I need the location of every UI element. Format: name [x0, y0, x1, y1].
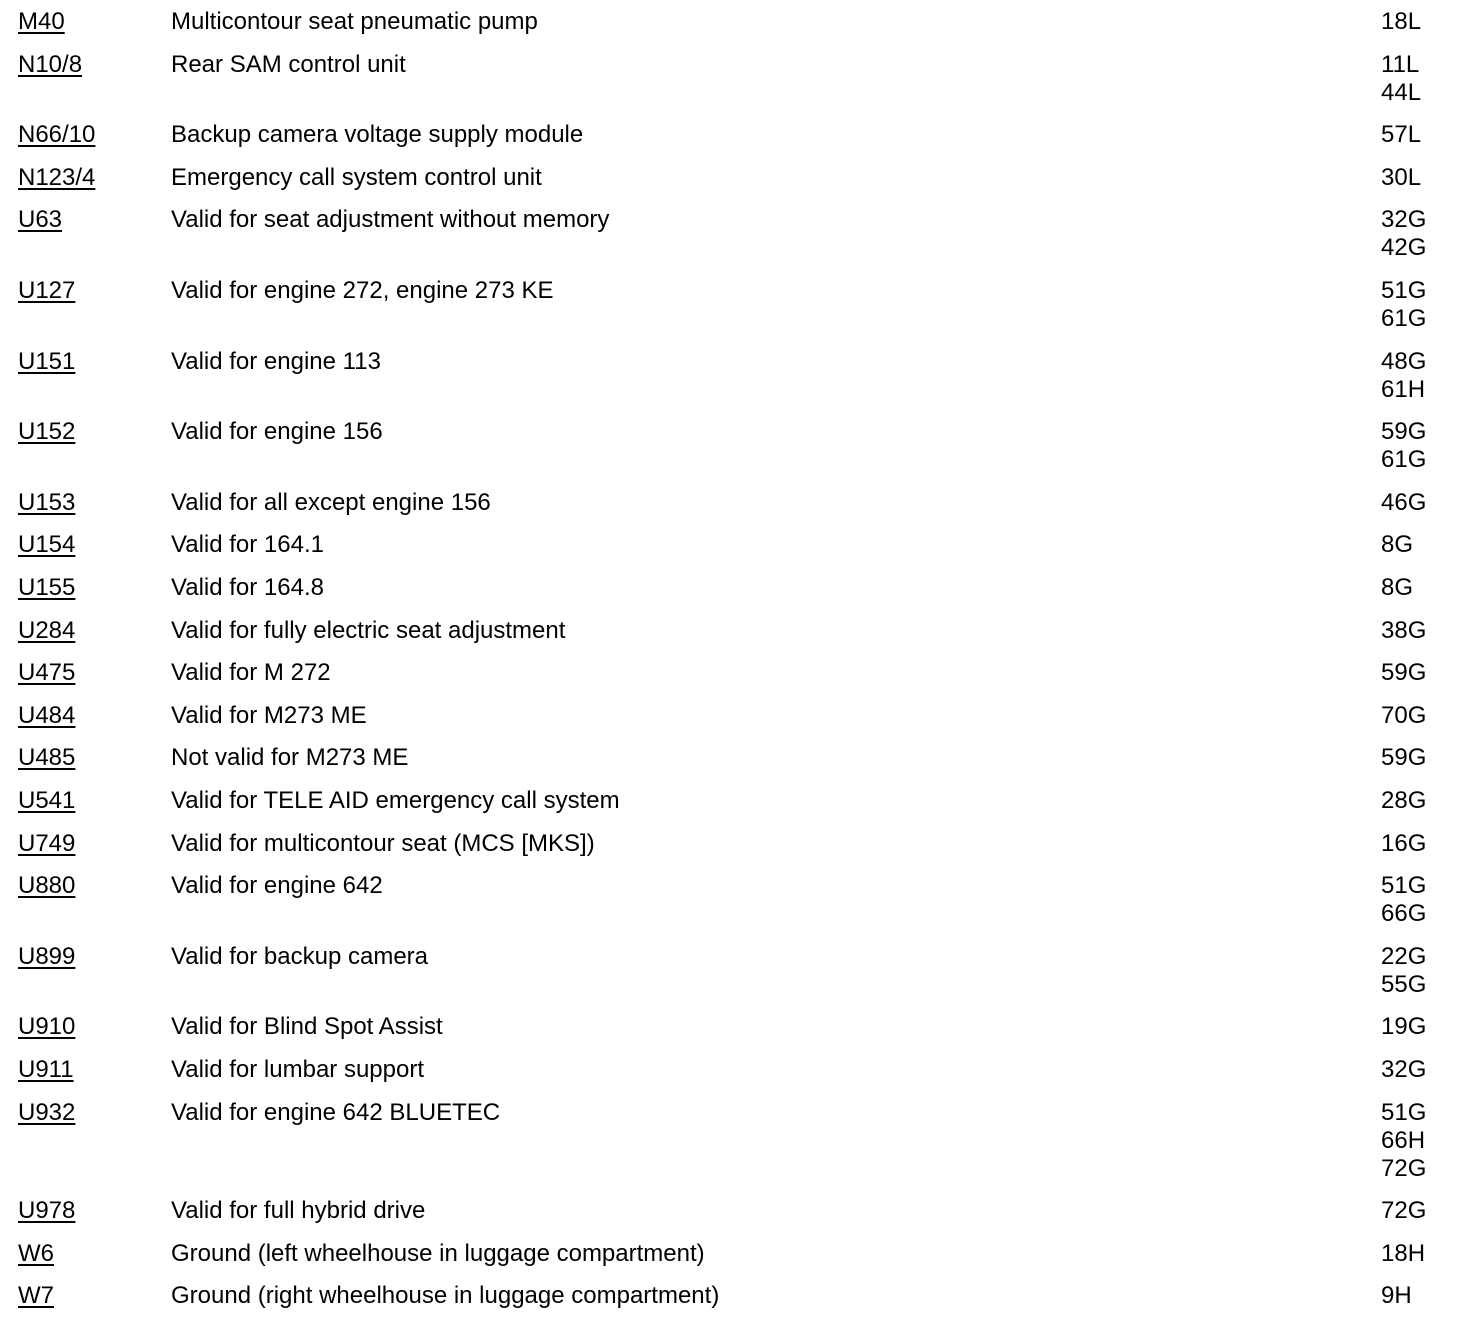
component-code-link[interactable]: U154 — [18, 531, 76, 559]
grid-location: 51G — [1381, 1098, 1427, 1126]
component-code-link[interactable]: U475 — [18, 659, 76, 687]
grid-location: 18L — [1381, 8, 1422, 35]
component-code-link[interactable]: N10/8 — [18, 50, 83, 78]
component-code-link[interactable]: U484 — [18, 701, 76, 729]
grid-location: 66G — [1381, 900, 1427, 928]
grid-location: 70G — [1381, 701, 1427, 729]
grid-locations — [1381, 51, 1421, 107]
component-description: Valid for full hybrid drive — [171, 1197, 426, 1225]
component-description: Ground (left wheelhouse in luggage compartment) — [171, 1239, 705, 1267]
grid-location: 22G — [1381, 942, 1427, 970]
grid-locations — [1381, 1197, 1426, 1225]
grid-location: 32G — [1381, 1056, 1427, 1083]
component-code-link[interactable]: U284 — [18, 616, 76, 644]
grid-locations — [1381, 531, 1413, 559]
component-code-link[interactable]: U880 — [18, 872, 76, 900]
grid-locations — [1381, 787, 1426, 815]
component-code-link[interactable]: W7 — [18, 1282, 54, 1310]
component-description: Not valid for M273 ME — [171, 744, 409, 772]
component-description: Valid for seat adjustment without memory — [171, 206, 610, 234]
component-description: Valid for M273 ME — [171, 701, 367, 729]
component-code-link[interactable]: U485 — [18, 744, 76, 772]
grid-locations — [1381, 943, 1426, 999]
component-description: Valid for lumbar support — [171, 1056, 425, 1083]
grid-location: 19G — [1381, 1013, 1427, 1041]
grid-location: 59G — [1381, 418, 1427, 446]
grid-location: 16G — [1381, 829, 1427, 857]
component-description: Rear SAM control unit — [171, 50, 406, 78]
grid-location: 66H — [1381, 1126, 1426, 1154]
grid-location: 72G — [1381, 1154, 1427, 1182]
grid-locations — [1381, 1013, 1426, 1041]
component-code-link[interactable]: N123/4 — [18, 163, 96, 191]
component-description: Valid for engine 272, engine 273 KE — [171, 277, 554, 304]
grid-locations — [1381, 617, 1426, 645]
component-code-link[interactable]: U127 — [18, 277, 76, 304]
component-description: Emergency call system control unit — [171, 163, 542, 191]
component-description: Valid for TELE AID emergency call system — [171, 787, 620, 814]
component-description: Valid for engine 113 — [171, 347, 381, 375]
grid-locations — [1381, 659, 1426, 687]
grid-location: 46G — [1381, 488, 1427, 516]
component-code-link[interactable]: U155 — [18, 574, 76, 601]
grid-location: 57L — [1381, 121, 1422, 149]
grid-location: 28G — [1381, 787, 1427, 814]
grid-location: 44L — [1381, 78, 1422, 106]
component-code-link[interactable]: U978 — [18, 1197, 76, 1225]
component-description: Valid for fully electric seat adjustment — [171, 616, 566, 644]
component-description: Valid for Blind Spot Assist — [171, 1013, 443, 1041]
grid-location: 32G — [1381, 206, 1427, 234]
grid-location: 42G — [1381, 234, 1427, 262]
grid-location: 59G — [1381, 659, 1427, 687]
grid-locations — [1381, 164, 1421, 192]
grid-locations — [1381, 1240, 1425, 1268]
grid-location: 61G — [1381, 446, 1427, 474]
grid-location: 38G — [1381, 616, 1427, 644]
component-code-link[interactable]: M40 — [18, 8, 65, 35]
grid-locations — [1381, 830, 1426, 858]
component-description: Valid for all except engine 156 — [171, 488, 491, 516]
grid-location: 59G — [1381, 744, 1427, 772]
grid-location: 51G — [1381, 277, 1427, 304]
grid-locations — [1381, 121, 1421, 149]
grid-locations — [1381, 744, 1426, 772]
grid-location: 72G — [1381, 1197, 1427, 1225]
component-code-link[interactable]: U749 — [18, 829, 76, 857]
component-code-link[interactable]: U151 — [18, 347, 76, 375]
component-description: Valid for 164.1 — [171, 531, 324, 559]
grid-locations — [1381, 1099, 1426, 1183]
grid-location: 30L — [1381, 163, 1422, 191]
grid-locations — [1381, 1056, 1426, 1084]
grid-location: 51G — [1381, 872, 1427, 900]
grid-locations — [1381, 872, 1426, 928]
grid-locations — [1381, 1282, 1412, 1310]
grid-locations — [1381, 206, 1426, 262]
component-code-link[interactable]: U932 — [18, 1098, 76, 1126]
grid-location: 61G — [1381, 305, 1427, 332]
grid-location: 8G — [1381, 531, 1414, 559]
component-description: Valid for multicontour seat (MCS [MKS]) — [171, 829, 595, 857]
component-code-link[interactable]: W6 — [18, 1239, 54, 1267]
grid-location: 61H — [1381, 375, 1426, 403]
component-code-link[interactable]: U152 — [18, 418, 76, 446]
grid-location: 48G — [1381, 347, 1427, 375]
grid-locations — [1381, 418, 1426, 474]
grid-locations — [1381, 277, 1426, 333]
component-description: Valid for M 272 — [171, 659, 331, 687]
component-description: Valid for 164.8 — [171, 574, 324, 601]
grid-locations — [1381, 8, 1421, 36]
grid-locations — [1381, 574, 1413, 602]
grid-locations — [1381, 702, 1426, 730]
component-code-link[interactable]: N66/10 — [18, 121, 96, 149]
component-description: Multicontour seat pneumatic pump — [171, 8, 538, 35]
component-description: Valid for engine 642 BLUETEC — [171, 1098, 501, 1126]
grid-locations — [1381, 348, 1426, 404]
component-description: Valid for engine 156 — [171, 418, 383, 446]
component-code-link[interactable]: U910 — [18, 1013, 76, 1041]
grid-location: 11L — [1381, 50, 1420, 78]
component-code-link[interactable]: U911 — [18, 1056, 74, 1083]
component-code-link[interactable]: U153 — [18, 488, 76, 516]
component-description: Ground (right wheelhouse in luggage compartment) — [171, 1282, 720, 1310]
component-code-link[interactable]: U541 — [18, 787, 76, 814]
component-code-link[interactable]: U899 — [18, 942, 76, 970]
grid-location: 9H — [1381, 1282, 1412, 1310]
component-description: Valid for backup camera — [171, 942, 429, 970]
component-code-link[interactable]: U63 — [18, 206, 63, 234]
component-description: Valid for engine 642 — [171, 872, 383, 900]
component-description: Backup camera voltage supply module — [171, 121, 584, 149]
grid-location: 8G — [1381, 574, 1414, 601]
grid-location: 18H — [1381, 1239, 1426, 1267]
grid-location: 55G — [1381, 970, 1427, 998]
grid-locations — [1381, 489, 1426, 517]
